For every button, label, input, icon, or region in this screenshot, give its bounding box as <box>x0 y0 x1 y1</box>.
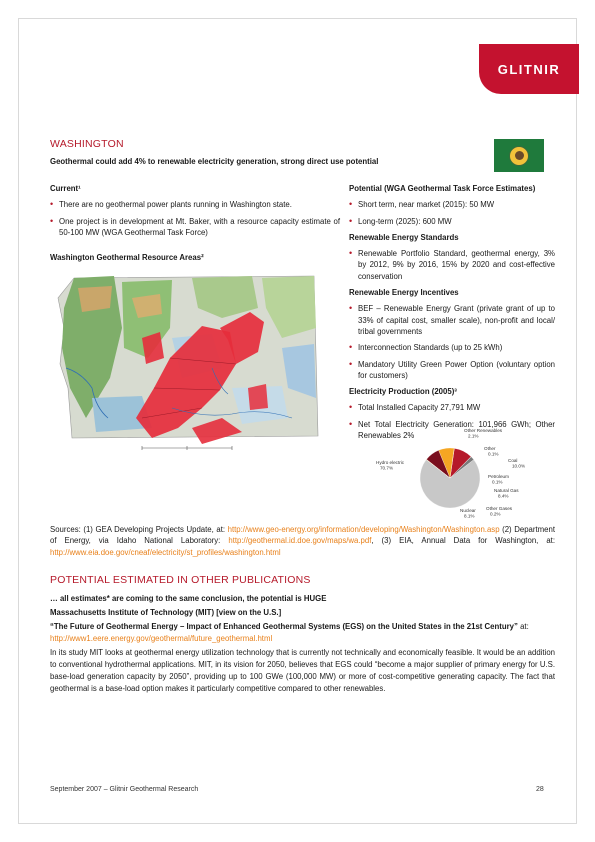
standards-heading: Renewable Energy Standards <box>349 232 459 242</box>
report-title: “The Future of Geothermal Energy – Impact of Enhanced Geothermal Systems (EGS) on the United States in the 21st Century” <box>50 622 518 631</box>
pie-label: Other <box>484 446 496 451</box>
section-title-publications: POTENTIAL ESTIMATED IN OTHER PUBLICATIONS <box>50 574 311 586</box>
pie-value-label: 8.4% <box>498 493 509 499</box>
list-item: • Net Total Electricity Generation: 101,966 GWh; Other Renewables 2% <box>349 419 555 442</box>
standards-list <box>349 248 555 282</box>
mit-body: In its study MIT looks at geothermal energy utilization technology that is currently not technically and economically feasible. It would be an addition to conventional hydrothermal applications. MIT, in its vision for 2050, believes that EGS could “become a major supplier of primary energy for U.S. base-load generation capacity by 2050”, providing up to 100 GWe (100,000 MW) or more of cost-competitive generating capacity. The fact that geothermal is a base-load option makes it particularly competitive compared to other renewables. <box>50 648 555 693</box>
report-reference <box>50 621 555 644</box>
potential-list <box>349 199 555 227</box>
publications-lead: … all estimates* are coming to the same conclusion, the potential is HUGE <box>50 594 327 603</box>
pie-value-label: 70.7% <box>380 465 394 471</box>
electricity-pie-chart <box>376 426 546 526</box>
pie-label: Hydro electric <box>376 460 405 465</box>
logo-badge <box>479 44 579 94</box>
list-item: • Interconnection Standards (up to 25 kWh) <box>349 342 555 353</box>
pie-value-label: 10.0% <box>512 463 526 469</box>
list-item: • BEF – Renewable Energy Grant (private grant of up to 33% of capital cost, smaller scale), non-profit and local/ tribal governments <box>349 303 555 337</box>
logo-text: GLITNIR <box>497 61 561 77</box>
mit-heading: Massachusetts Institute of Technology (MIT) [view on the U.S.] <box>50 608 282 617</box>
potential-heading: Potential (WGA Geothermal Task Force Estimates) <box>349 184 536 193</box>
map-heading: Washington Geothermal Resource Areas² <box>50 253 204 262</box>
footer-text: September 2007 – Glitnir Geothermal Research <box>50 786 199 793</box>
list-item: • One project is in development at Mt. Baker, with a resource capacity estimate of 50-100 MW (WGA Geothermal Task Force) <box>50 216 340 239</box>
sources-text: , (3) EIA, Annual Data for Washington, at: <box>371 536 555 546</box>
list-item: • Short term, near market (2015): 50 MW <box>349 199 555 210</box>
section-title-washington: WASHINGTON <box>50 138 124 150</box>
map-heading-wrap <box>50 252 340 268</box>
list-item: • Total Installed Capacity 27,791 MW <box>349 402 555 413</box>
right-column <box>349 183 555 446</box>
geothermal-resource-map <box>52 268 326 458</box>
page-number: 28 <box>536 786 544 793</box>
current-list <box>50 199 340 238</box>
pie-value-label: 2.1% <box>468 433 479 439</box>
current-heading: Current¹ <box>50 184 81 193</box>
source-link-doe[interactable]: http://geothermal.id.doe.gov/maps/wa.pdf <box>228 536 372 546</box>
pie-label: Natural Gas <box>494 488 519 493</box>
list-item: • Renewable Portfolio Standard, geothermal energy, 3% by 2012, 9% by 2016, 15% by 2020 and cost-effective conservation <box>349 248 555 282</box>
pie-label: Petroleum <box>488 474 509 479</box>
glitnir-logo <box>479 44 579 94</box>
list-item: • There are no geothermal power plants running in Washington state. <box>50 199 340 210</box>
report-link[interactable]: http://www1.eere.energy.gov/geothermal/future_geothermal.html <box>50 633 273 643</box>
washington-flag <box>494 139 544 172</box>
current-section <box>50 183 340 243</box>
pie-value-label: 0.1% <box>492 479 503 485</box>
pie-label: Nuclear <box>460 508 476 513</box>
pie-value-label: 0.1% <box>488 451 499 457</box>
incentives-list <box>349 303 555 381</box>
pie-label: Coal <box>508 458 518 463</box>
report-at: at: <box>517 622 529 631</box>
source-link-eia[interactable]: http://www.eia.doe.gov/cneaf/electricity/st_profiles/washington.html <box>50 547 281 557</box>
pie-label: Other Renewables <box>464 428 503 433</box>
sources <box>50 524 555 558</box>
list-item: • Mandatory Utility Green Power Option (voluntary option for customers) <box>349 359 555 382</box>
sources-text: Sources: (1) GEA Developing Projects Update, at: <box>50 525 228 534</box>
sources-text: (2) Department of Energy, via Idaho National Laboratory: <box>50 525 555 546</box>
incentives-heading: Renewable Energy Incentives <box>349 288 459 298</box>
section-subtitle: Geothermal could add 4% to renewable electricity generation, strong direct use potential <box>50 157 379 166</box>
pie-label: Other Gases <box>486 506 513 511</box>
list-item: • Long-term (2025): 600 MW <box>349 216 555 227</box>
production-heading: Electricity Production (2005)³ <box>349 387 457 397</box>
source-link-gea[interactable]: http://www.geo-energy.org/information/developing/Washington/Washington.asp <box>227 525 500 534</box>
pie-value-label: 0.2% <box>490 511 501 517</box>
pie-value-label: 8.1% <box>464 513 475 519</box>
flag-seal-icon <box>509 146 529 166</box>
